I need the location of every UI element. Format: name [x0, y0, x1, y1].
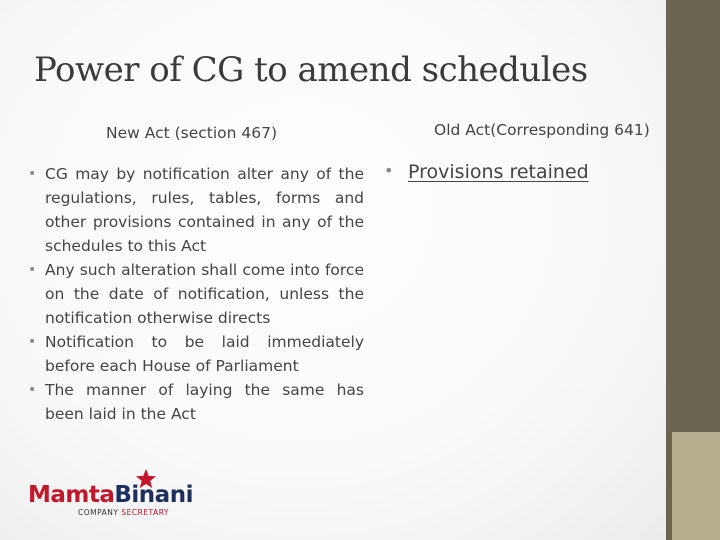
- bullet-icon: •: [28, 166, 37, 182]
- logo-tagline: [78, 508, 169, 517]
- list-item: [28, 258, 364, 330]
- list-item: [28, 378, 364, 426]
- bullet-icon: •: [28, 334, 37, 350]
- old-act-bullet-list: [384, 158, 654, 186]
- bullet-text: CG may by notification alter any of the regulations, rules, tables, forms and other provisions contained in any of the schedules to this Act: [45, 165, 364, 255]
- sidebar-accent-block: [672, 432, 720, 540]
- logo-text-binani: Binani: [114, 482, 193, 508]
- company-logo: [28, 476, 208, 526]
- bullet-text: Provisions retained: [408, 161, 589, 183]
- new-act-heading: New Act (section 467): [106, 124, 278, 142]
- list-item: [384, 158, 654, 186]
- list-item: [28, 162, 364, 258]
- logo-tagline-secretary: SECRETARY: [121, 508, 170, 517]
- old-act-heading: Old Act(Corresponding 641): [434, 121, 650, 139]
- bullet-text: The manner of laying the same has been laid in the Act: [45, 381, 364, 423]
- bullet-icon: •: [28, 382, 37, 398]
- new-act-bullet-list: [28, 162, 364, 426]
- bullet-text: Any such alteration shall come into force on the date of notification, unless the notification otherwise directs: [45, 261, 364, 327]
- logo-tagline-company: COMPANY: [78, 508, 119, 517]
- bullet-icon: •: [28, 262, 37, 278]
- bullet-text: Notification to be laid immediately before each House of Parliament: [45, 333, 364, 375]
- list-item: [28, 330, 364, 378]
- slide-title: Power of CG to amend schedules: [34, 50, 588, 90]
- logo-text-mamta: Mamta: [28, 482, 115, 508]
- bullet-icon: •: [384, 161, 394, 180]
- logo-wordmark: [28, 482, 193, 508]
